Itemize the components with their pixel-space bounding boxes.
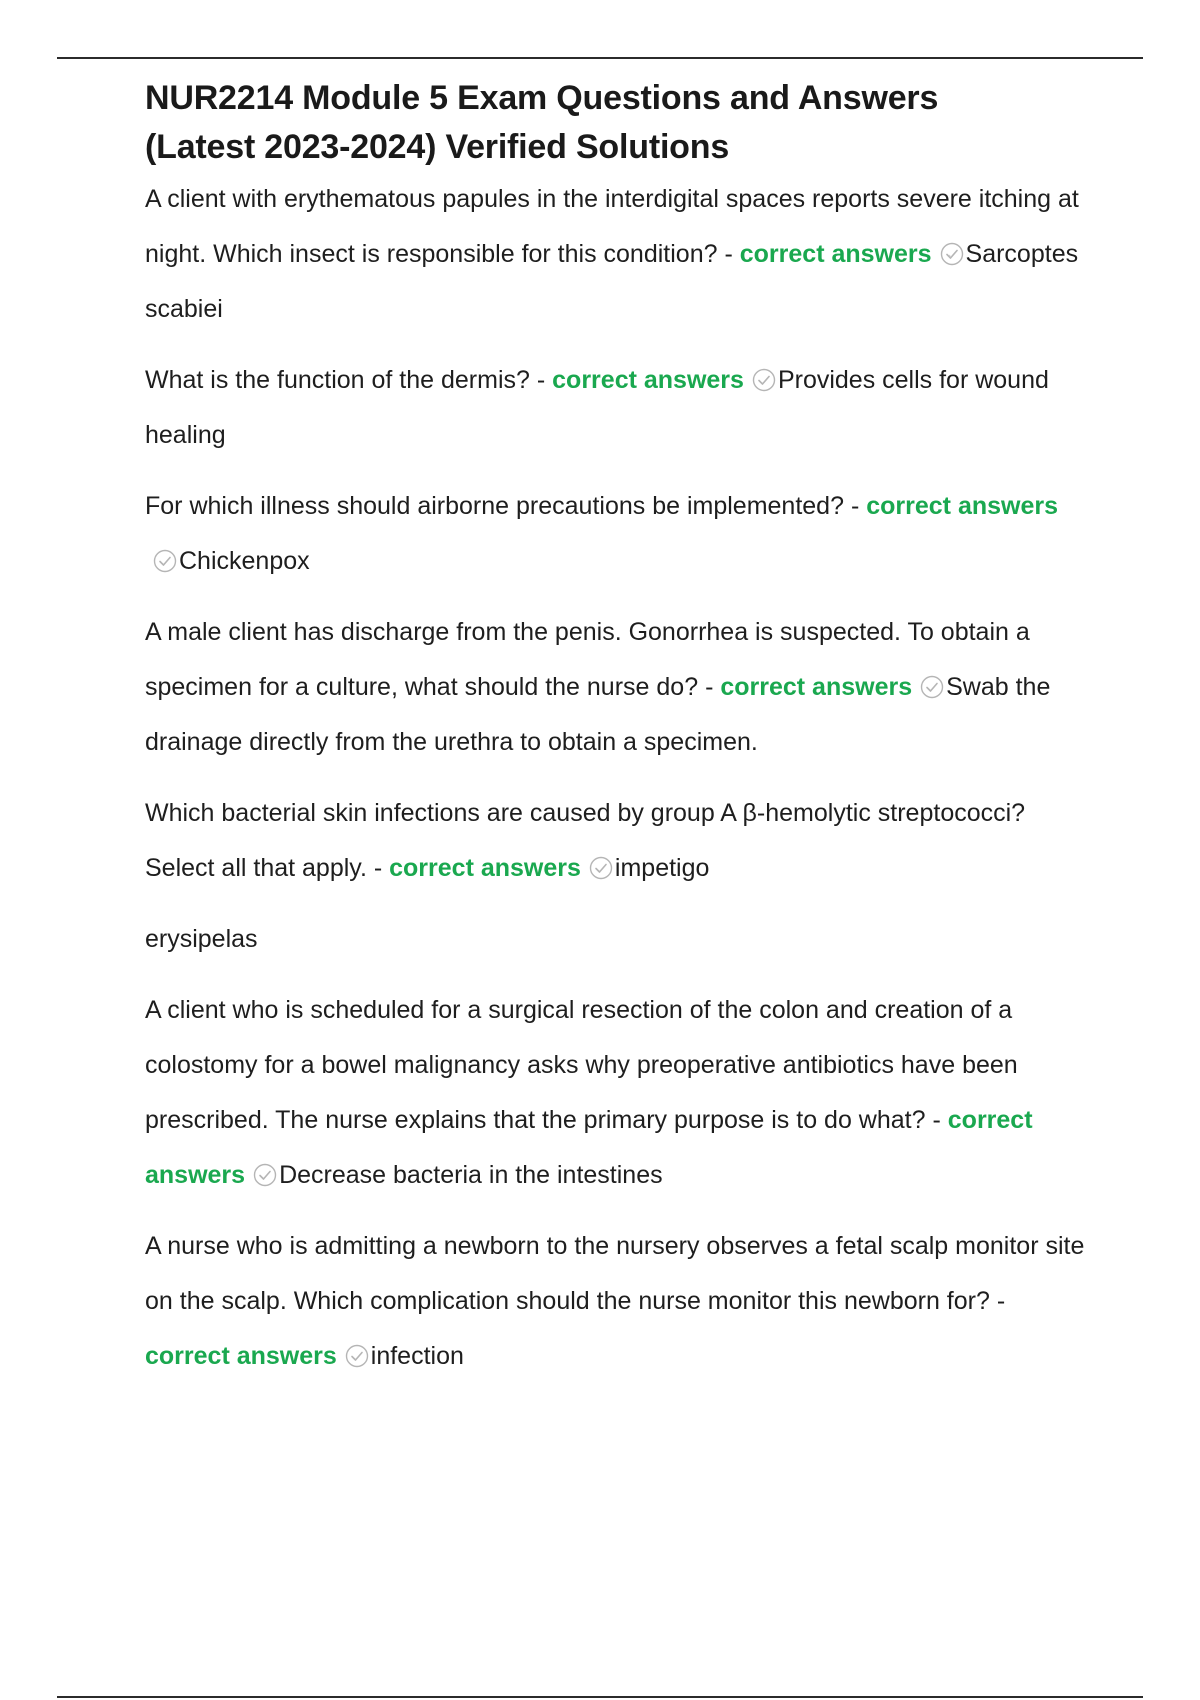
document-title [145,74,1090,172]
qa-item [145,1219,1090,1384]
correct-answers-label: correct answers [145,1342,337,1370]
check-circle-icon [589,856,613,880]
check-circle-icon [345,1344,369,1368]
answer-text: Swab the drainage directly from the urethra to obtain a specimen. [145,673,1051,756]
qa-item [145,353,1090,463]
question-text: Which bacterial skin infections are caused by group A β-hemolytic streptococci? Select all that apply. [145,799,1026,882]
question-text: A client who is scheduled for a surgical resection of the colon and creation of a colostomy for a bowel malignancy asks why preoperative antibiotics have been prescribed. The nurse explains that the primary purpose is to do what? [145,996,1018,1134]
qa-item [145,172,1090,337]
question-text: What is the function of the dermis? [145,366,530,394]
check-circle-icon [940,242,964,266]
title-line-2: (Latest 2023-2024) Verified Solutions [145,128,730,166]
answer-text: Provides cells for wound healing [145,366,1049,449]
correct-answers-label: correct answers [739,240,932,268]
separator: - [996,1287,1006,1315]
separator: - [536,366,546,394]
separator: - [850,492,860,520]
correct-answers-label: correct answers [866,492,1059,520]
answer-text: Decrease bacteria in the intestines [279,1161,663,1189]
question-text: A nurse who is admitting a newborn to the nursery observes a fetal scalp monitor site on the scalp. Which complication should the nurse monitor this newborn for? [145,1232,1085,1315]
top-rule [57,57,1143,59]
answer-text: Chickenpox [179,547,310,575]
qa-item [145,786,1090,896]
answer-continuation: erysipelas [145,925,258,953]
separator: - [724,240,733,268]
question-text: For which illness should airborne precautions be implemented? [145,492,844,520]
check-circle-icon [153,549,177,573]
qa-item [145,479,1090,589]
document-body [145,74,1090,1400]
bottom-rule [57,1696,1143,1698]
title-line-1: NUR2214 Module 5 Exam Questions and Answers [145,79,939,117]
check-circle-icon [920,675,944,699]
answer-text: infection [370,1342,464,1370]
question-text: A male client has discharge from the penis. Gonorrhea is suspected. To obtain a specimen for a culture, what should the nurse do? [145,618,1030,701]
correct-answers-label: correct answers [552,366,744,394]
separator: - [932,1106,941,1134]
check-circle-icon [253,1163,277,1187]
qa-item [145,983,1090,1203]
correct-answers-label: correct answers [720,673,913,701]
correct-answers-label: correct answers [145,1106,1033,1189]
separator: - [705,673,714,701]
check-circle-icon [752,368,776,392]
correct-answers-label: correct answers [389,854,581,882]
qa-item [145,605,1090,770]
question-text: A client with erythematous papules in the interdigital spaces reports severe itching at night. Which insect is responsible for this condition? [145,185,1079,268]
separator: - [373,854,383,882]
answer-text: impetigo [614,854,710,882]
answer-text: Sarcoptes scabiei [145,240,1079,323]
